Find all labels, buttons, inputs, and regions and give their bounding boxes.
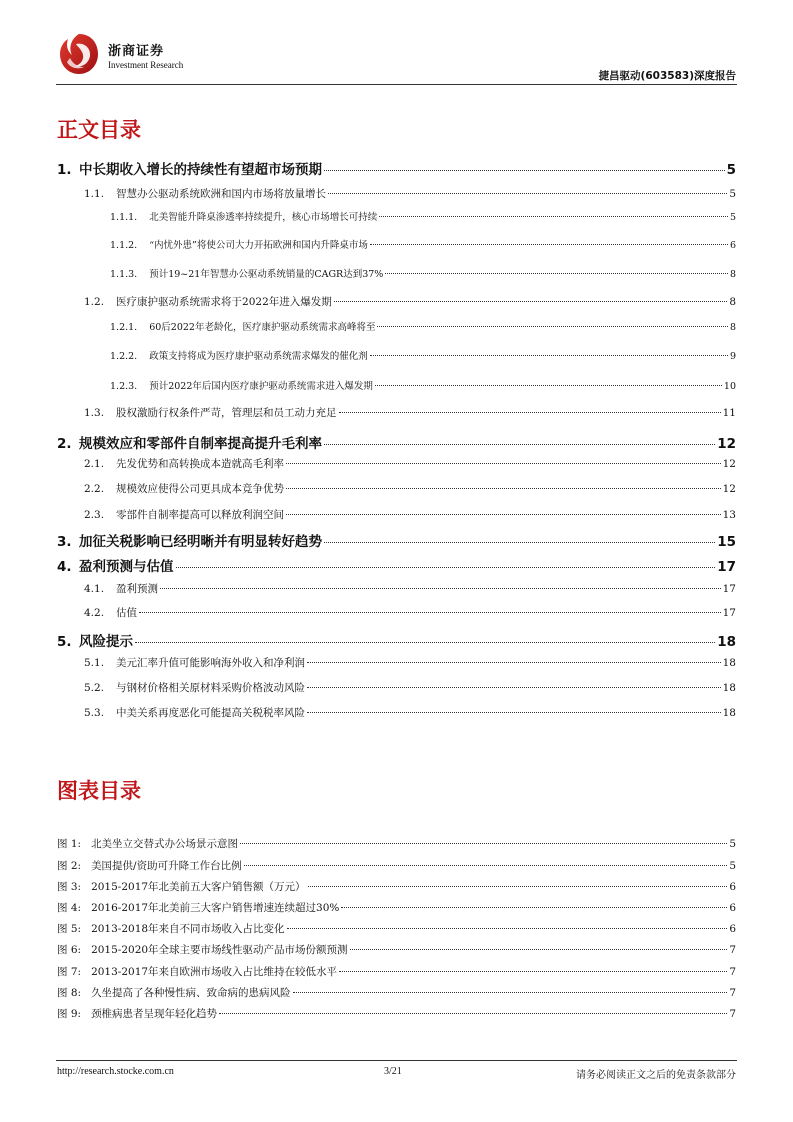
toc-entry-page: 8 bbox=[729, 322, 736, 333]
toc-entry[interactable] bbox=[57, 630, 736, 650]
toc-entry-label: 规模效应和零部件自制率提高提升毛利率 bbox=[79, 436, 322, 452]
toc-entry-number: 2.3. bbox=[84, 509, 105, 521]
toc-entry-text bbox=[110, 378, 373, 392]
toc-entry-number: 5.2. bbox=[84, 682, 105, 694]
figure-entry-page: 6 bbox=[729, 923, 736, 935]
toc-entry-text bbox=[110, 209, 377, 223]
toc-entry-label: 中美关系再度恶化可能提高关税税率风险 bbox=[116, 707, 306, 719]
toc-entry[interactable] bbox=[57, 432, 736, 452]
dot-leader bbox=[307, 687, 721, 688]
figure-entry-label: 图 4: bbox=[57, 902, 82, 914]
toc-entry-text bbox=[57, 530, 322, 550]
figure-entry-page: 6 bbox=[729, 881, 736, 893]
toc-entry[interactable] bbox=[110, 266, 736, 280]
toc-entry-label: “内忧外患”将使公司大力开拓欧洲和国内升降桌市场 bbox=[149, 240, 368, 251]
toc-entry-label: 盈利预测与估值 bbox=[79, 559, 174, 575]
toc-entry-label: 先发优势和高转换成本造就高毛利率 bbox=[116, 458, 285, 470]
toc-entry-label: 美元汇率升值可能影响海外收入和净利润 bbox=[116, 657, 306, 669]
toc-entry-page: 12 bbox=[722, 458, 736, 470]
figure-entry-text bbox=[57, 964, 337, 979]
dot-leader bbox=[293, 992, 728, 993]
figure-entry-caption: 2013-2017年来自欧洲市场收入占比维持在较低水平 bbox=[91, 966, 338, 978]
toc-entry-number: 1.2.2. bbox=[110, 351, 138, 362]
dot-leader bbox=[324, 444, 715, 445]
toc-entry-page: 18 bbox=[722, 707, 736, 719]
figure-entry-caption: 2015-2017年北美前五大客户销售额（万元） bbox=[91, 881, 306, 893]
toc-entry[interactable] bbox=[84, 680, 736, 695]
toc-entry-text bbox=[84, 655, 305, 670]
figure-entry-text bbox=[57, 900, 339, 915]
toc-entry[interactable] bbox=[57, 555, 736, 575]
toc-entry-label: 规模效应使得公司更具成本竞争优势 bbox=[116, 483, 285, 495]
dot-leader bbox=[324, 542, 715, 543]
toc-entry-text bbox=[84, 705, 305, 720]
toc-entry-page: 18 bbox=[717, 634, 736, 650]
toc-entry-label: 与钢材价格相关原材料采购价格波动风险 bbox=[116, 682, 306, 694]
toc-entry-number: 1. bbox=[57, 162, 72, 178]
toc-entry-page: 6 bbox=[729, 240, 736, 251]
footer-page-number: 3/21 bbox=[384, 1066, 402, 1077]
figure-entry[interactable] bbox=[57, 879, 736, 894]
figure-entry-page: 5 bbox=[729, 838, 736, 850]
toc-entry-label: 预计19~21年智慧办公驱动系统销量的CAGR达到37% bbox=[149, 269, 384, 280]
toc-title: 正文目录 bbox=[57, 118, 141, 142]
dot-leader bbox=[341, 907, 727, 908]
footer-disclaimer-note: 请务必阅读正文之后的免责条款部分 bbox=[576, 1070, 736, 1081]
toc-entry-text bbox=[84, 680, 305, 695]
toc-entry-text bbox=[110, 319, 375, 333]
dot-leader bbox=[139, 612, 721, 613]
toc-entry-label: 加征关税影响已经明晰并有明显转好趋势 bbox=[79, 534, 322, 550]
toc-entry-label: 智慧办公驱动系统欧洲和国内市场将放量增长 bbox=[116, 188, 327, 200]
toc-entry-text bbox=[110, 237, 368, 251]
figure-entry-text bbox=[57, 985, 291, 1000]
dot-leader bbox=[176, 567, 716, 568]
toc-entry-label: 中长期收入增长的持续性有望超市场预期 bbox=[79, 162, 322, 178]
figure-entry-page: 5 bbox=[729, 860, 736, 872]
figure-entry[interactable] bbox=[57, 836, 736, 851]
toc-entry-label: 北美智能升降桌渗透率持续提升，核心市场增长可持续 bbox=[149, 212, 378, 223]
toc-entry-page: 17 bbox=[717, 559, 736, 575]
dot-leader bbox=[339, 971, 727, 972]
toc-entry-text bbox=[84, 456, 284, 471]
toc-entry[interactable] bbox=[110, 209, 736, 223]
figure-entry-caption: 2013-2018年来自不同市场收入占比变化 bbox=[91, 923, 285, 935]
dot-leader bbox=[286, 488, 721, 489]
footer-divider bbox=[56, 1060, 737, 1061]
dot-leader bbox=[375, 385, 722, 386]
toc-entry-text bbox=[84, 481, 284, 496]
footer-url[interactable]: http://research.stocke.com.cn bbox=[57, 1066, 174, 1077]
figure-entry-label: 图 9: bbox=[57, 1008, 82, 1020]
logo-text-cn: 浙商证券 bbox=[108, 44, 165, 59]
dot-leader bbox=[244, 865, 728, 866]
figure-entry[interactable] bbox=[57, 900, 736, 915]
dot-leader bbox=[385, 273, 728, 274]
toc-entry[interactable] bbox=[110, 348, 736, 362]
toc-entry[interactable] bbox=[57, 530, 736, 550]
toc-entry-number: 4.1. bbox=[84, 583, 105, 595]
figure-entry-caption: 2015-2020年全球主要市场线性驱动产品市场份额预测 bbox=[91, 944, 348, 956]
dot-leader bbox=[334, 301, 728, 302]
toc-entry-text bbox=[57, 158, 322, 178]
figure-entry-caption: 2016-2017年北美前三大客户销售增速连续超过30% bbox=[91, 902, 340, 914]
figure-entry-text bbox=[57, 858, 242, 873]
toc-entry-label: 政策支持将成为医疗康护驱动系统需求爆发的催化剂 bbox=[149, 351, 368, 362]
toc-entry-page: 17 bbox=[722, 583, 736, 595]
figure-entry-page: 7 bbox=[729, 1008, 736, 1020]
toc-entry[interactable] bbox=[84, 655, 736, 670]
toc-entry[interactable] bbox=[110, 378, 736, 392]
toc-entry-page: 9 bbox=[729, 351, 736, 362]
figure-entry-text bbox=[57, 1006, 217, 1021]
toc-entry-page: 17 bbox=[722, 607, 736, 619]
figure-entry-page: 7 bbox=[729, 966, 736, 978]
toc-entry-text bbox=[84, 405, 337, 420]
toc-entry-page: 5 bbox=[729, 188, 736, 200]
figure-entry-text bbox=[57, 836, 238, 851]
toc-entry-number: 1.2.1. bbox=[110, 322, 138, 333]
dot-leader bbox=[377, 326, 727, 327]
toc-entry-text bbox=[57, 630, 133, 650]
toc-entry-label: 估值 bbox=[116, 607, 138, 619]
dot-leader bbox=[308, 886, 728, 887]
figure-entry-page: 7 bbox=[729, 944, 736, 956]
figure-entry-label: 图 3: bbox=[57, 881, 82, 893]
toc-entry-label: 零部件自制率提高可以释放利润空间 bbox=[116, 509, 285, 521]
company-logo bbox=[58, 32, 184, 78]
dot-leader bbox=[324, 170, 725, 171]
toc-entry[interactable] bbox=[84, 581, 736, 596]
toc-entry[interactable] bbox=[110, 237, 736, 251]
figure-entry-text bbox=[57, 942, 348, 957]
toc-entry-label: 预计2022年后国内医疗康护驱动系统需求进入爆发期 bbox=[149, 381, 373, 392]
toc-entry[interactable] bbox=[57, 158, 736, 178]
logo-mark-icon bbox=[58, 32, 100, 76]
toc-entry-page: 18 bbox=[722, 657, 736, 669]
toc-entry-label: 医疗康护驱动系统需求将于2022年进入爆发期 bbox=[116, 296, 332, 308]
toc-entry-number: 2.1. bbox=[84, 458, 105, 470]
figure-entry-label: 图 6: bbox=[57, 944, 82, 956]
toc-entry-page: 18 bbox=[722, 682, 736, 694]
toc-entry-page: 11 bbox=[722, 407, 736, 419]
toc-entry[interactable] bbox=[84, 605, 736, 620]
figure-entry-caption: 北美坐立交替式办公场景示意图 bbox=[91, 838, 239, 850]
dot-leader bbox=[135, 642, 715, 643]
logo-text-en: Investment Research bbox=[108, 60, 184, 70]
toc-entry-number: 1.1.3. bbox=[110, 269, 138, 280]
toc-entry-number: 4. bbox=[57, 559, 72, 575]
toc-entry[interactable] bbox=[84, 481, 736, 496]
dot-leader bbox=[287, 928, 728, 929]
toc-entry-number: 1.3. bbox=[84, 407, 105, 419]
figure-entry-label: 图 2: bbox=[57, 860, 82, 872]
toc-entry-text bbox=[84, 581, 158, 596]
toc-entry-text bbox=[84, 294, 332, 309]
toc-entry-text bbox=[84, 507, 284, 522]
toc-entry[interactable] bbox=[84, 294, 736, 309]
dot-leader bbox=[370, 244, 728, 245]
figure-entry-caption: 美国提供/资助可升降工作台比例 bbox=[91, 860, 242, 872]
figure-entry-text bbox=[57, 921, 285, 936]
toc-entry-text bbox=[57, 432, 322, 452]
toc-entry-page: 5 bbox=[726, 162, 736, 178]
toc-entry-label: 股权激励行权条件严苛，管理层和员工动力充足 bbox=[116, 407, 337, 419]
toc-entry-page: 13 bbox=[722, 509, 736, 521]
figure-entry-label: 图 1: bbox=[57, 838, 82, 850]
toc-entry-number: 1.1.2. bbox=[110, 240, 138, 251]
toc-entry[interactable] bbox=[84, 507, 736, 522]
toc-entry-number: 1.2.3. bbox=[110, 381, 138, 392]
figure-entry[interactable] bbox=[57, 985, 736, 1000]
toc-entry-text bbox=[110, 348, 368, 362]
dot-leader bbox=[339, 412, 721, 413]
dot-leader bbox=[286, 463, 721, 464]
toc-entry-number: 3. bbox=[57, 534, 72, 550]
toc-entry-number: 2. bbox=[57, 436, 72, 452]
toc-entry-number: 1.2. bbox=[84, 296, 105, 308]
dot-leader bbox=[307, 662, 721, 663]
figure-entry-page: 7 bbox=[729, 987, 736, 999]
toc-entry-page: 10 bbox=[723, 381, 736, 392]
figure-entry-page: 6 bbox=[729, 902, 736, 914]
dot-leader bbox=[307, 712, 721, 713]
toc-entry-label: 风险提示 bbox=[79, 634, 133, 650]
toc-entry-number: 1.1. bbox=[84, 188, 105, 200]
toc-entry-text bbox=[57, 555, 174, 575]
toc-entry[interactable] bbox=[84, 456, 736, 471]
figure-entry[interactable] bbox=[57, 921, 736, 936]
dot-leader bbox=[328, 193, 727, 194]
toc-entry-label: 60后2022年老龄化，医疗康护驱动系统需求高峰将至 bbox=[149, 322, 376, 333]
figure-entry-label: 图 5: bbox=[57, 923, 82, 935]
toc-entry[interactable] bbox=[84, 705, 736, 720]
figure-entry[interactable] bbox=[57, 858, 736, 873]
figure-entry-text bbox=[57, 879, 306, 894]
dot-leader bbox=[219, 1013, 727, 1014]
toc-entry-page: 8 bbox=[729, 269, 736, 280]
toc-entry-page: 5 bbox=[729, 212, 736, 223]
dot-leader bbox=[350, 949, 728, 950]
dot-leader bbox=[379, 216, 728, 217]
figure-entry-caption: 颈椎病患者呈现年轻化趋势 bbox=[91, 1008, 218, 1020]
header-divider bbox=[56, 84, 737, 85]
toc-entry[interactable] bbox=[110, 319, 736, 333]
toc-entry[interactable] bbox=[84, 405, 736, 420]
figure-entry-caption: 久坐提高了各种慢性病、致命病的患病风险 bbox=[91, 987, 291, 999]
report-title: 捷昌驱动(603583)深度报告 bbox=[598, 70, 736, 82]
dot-leader bbox=[286, 514, 721, 515]
figure-entry-label: 图 7: bbox=[57, 966, 82, 978]
toc-entry-number: 5.1. bbox=[84, 657, 105, 669]
toc-entry-page: 12 bbox=[722, 483, 736, 495]
toc-entry-number: 4.2. bbox=[84, 607, 105, 619]
toc-entry-text bbox=[110, 266, 383, 280]
figures-title: 图表目录 bbox=[57, 779, 141, 803]
toc-entry-page: 15 bbox=[717, 534, 736, 550]
toc-entry-page: 8 bbox=[729, 296, 736, 308]
dot-leader bbox=[240, 843, 727, 844]
toc-entry-text bbox=[84, 186, 326, 201]
dot-leader bbox=[370, 355, 728, 356]
figure-entry[interactable] bbox=[57, 964, 736, 979]
figure-entry[interactable] bbox=[57, 942, 736, 957]
toc-entry-number: 5.3. bbox=[84, 707, 105, 719]
toc-entry-number: 2.2. bbox=[84, 483, 105, 495]
dot-leader bbox=[160, 588, 721, 589]
figure-entry[interactable] bbox=[57, 1006, 736, 1021]
toc-entry-label: 盈利预测 bbox=[116, 583, 159, 595]
toc-entry-number: 5. bbox=[57, 634, 72, 650]
toc-entry-page: 12 bbox=[717, 436, 736, 452]
toc-entry[interactable] bbox=[84, 186, 736, 201]
figure-entry-label: 图 8: bbox=[57, 987, 82, 999]
toc-entry-text bbox=[84, 605, 137, 620]
toc-entry-number: 1.1.1. bbox=[110, 212, 138, 223]
